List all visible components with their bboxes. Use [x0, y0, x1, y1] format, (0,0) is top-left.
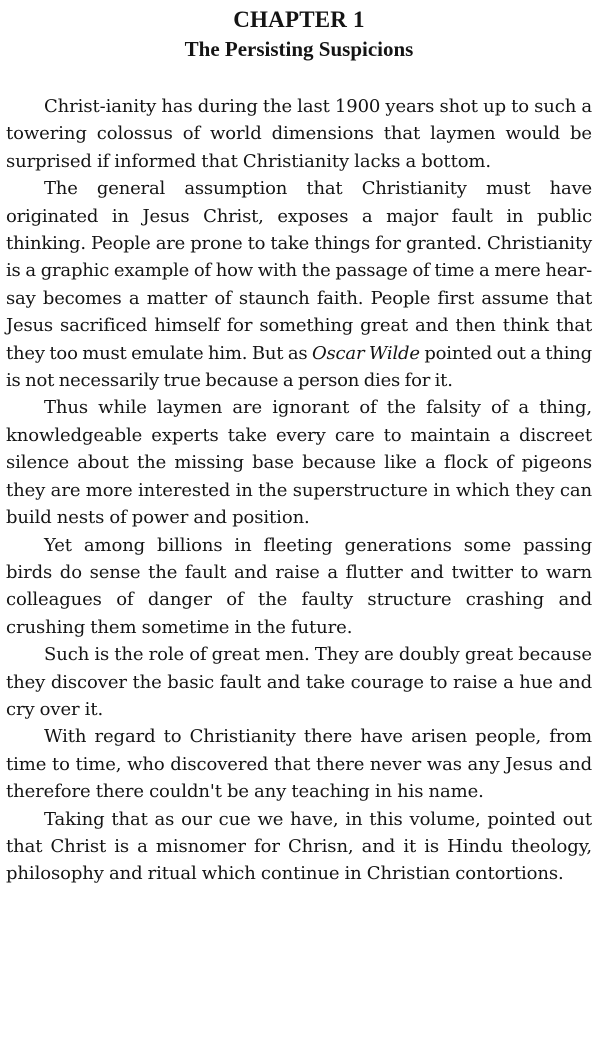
- paragraph: Such is the role of great men. They are doubly great because they discover the basic fault and take courage to raise a hue and cry over it.: [6, 644, 592, 720]
- author-name-italic: Oscar Wilde: [311, 342, 420, 364]
- paragraph: Thus while laymen are ignorant of the falsity of a thing, knowledgeable experts take every care to maintain a discreet silence about the missing base because like a flock of pigeons they are more interested in the superstructure in which they can build nests of power and position.: [6, 397, 592, 529]
- chapter-heading: [6, 6, 592, 63]
- chapter-body: [6, 93, 592, 888]
- paragraph-text: The general assumption that Christianity must have originated in Jesus Christ, exposes a major fault in public thinking. People are prone to take things for granted. Christianity is a graphic example of how with the passage of time a mere hear-say becomes a matter of staunch faith. People first assume that Jesus sacrificed himself for something great and then think that they too must emulate him. But as: [6, 178, 592, 364]
- paragraph: Taking that as our cue we have, in this volume, pointed out that Christ is a misnomer for Chrisn, and it is Hindu theology, philosophy and ritual which continue in Christian contortions.: [6, 808, 592, 885]
- chapter-number: CHAPTER 1: [233, 7, 365, 32]
- chapter-title: The Persisting Suspicions: [184, 37, 414, 61]
- paragraph: With regard to Christianity there have arisen people, from time to time, who discovered that there never was any Jesus and therefore there couldn't be any teaching in his name.: [6, 726, 592, 803]
- paragraph: [6, 175, 592, 394]
- paragraph-text: pointed out a thing is not necessarily true because a person dies for it.: [6, 342, 592, 392]
- paragraph: Christ-ianity has during the last 1900 years shot up to such a towering colossus of world dimensions that laymen would be surprised if informed that Christianity lacks a bottom.: [6, 96, 592, 172]
- paragraph: Yet among billions in fleeting generations some passing birds do sense the fault and raise a flutter and twitter to warn colleagues of danger of the faulty structure crashing and crushing them sometime in the future.: [6, 534, 592, 638]
